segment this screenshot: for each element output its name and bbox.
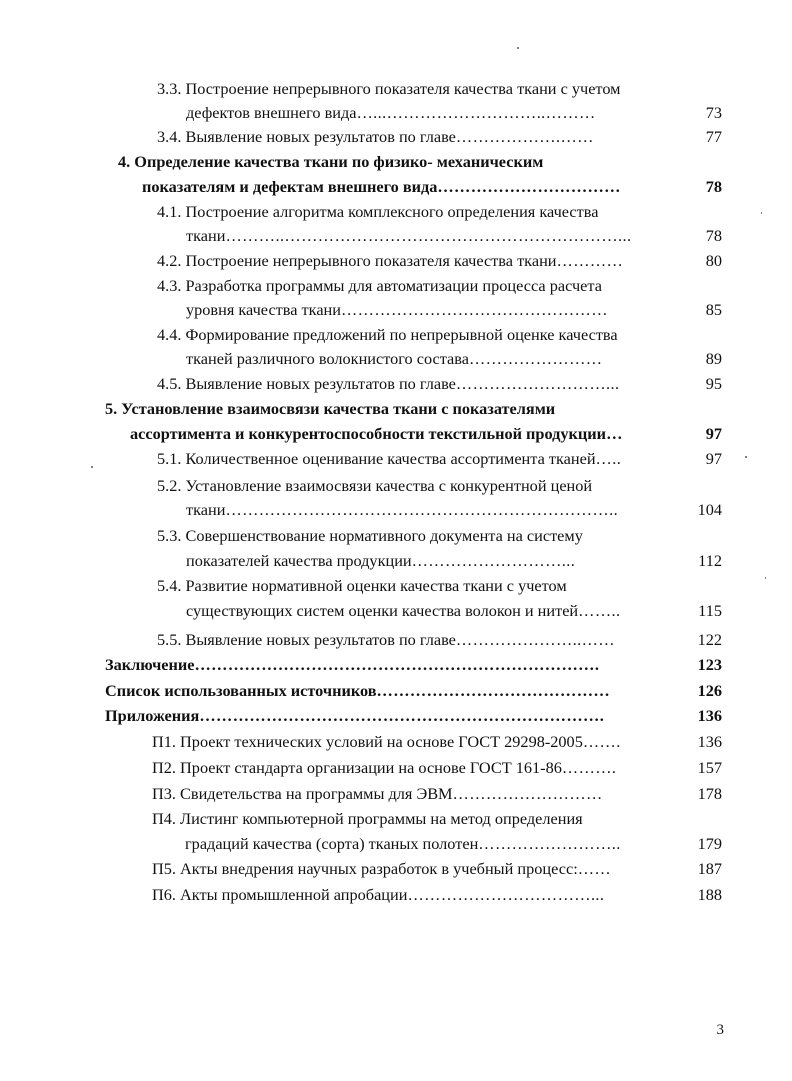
- toc-dot-leader: …...………………………..………: [356, 103, 596, 122]
- toc-entry-page: 136: [697, 706, 722, 725]
- toc-dot-leader: …….: [582, 732, 621, 751]
- toc-entry-line: [186, 348, 684, 370]
- toc-entry-title: Выявление новых результатов по главе: [185, 630, 456, 649]
- toc-entry-title: ассортимента и конкурентоспособности текстильной продукции: [130, 424, 607, 443]
- toc-dot-leader: …………: [556, 251, 624, 270]
- toc-entry-page: 104: [697, 500, 722, 519]
- toc-entry-line: [157, 201, 684, 223]
- scan-speck: [91, 466, 93, 468]
- toc-entry-title: Проект стандарта организации на основе ГОСТ 161-86: [180, 758, 562, 777]
- toc-entry-line: [152, 731, 684, 753]
- toc-entry-title: Количественное оценивание качества ассортимента тканей: [185, 449, 596, 468]
- toc-entry-title: Список использованных источников: [105, 681, 377, 700]
- toc-entry-page: 179: [697, 834, 722, 853]
- toc-entry-line: [157, 629, 684, 651]
- toc-dot-leader: ………..……………………………………………………...: [225, 226, 632, 245]
- toc-dot-leader: ……………………………: [437, 177, 621, 196]
- toc-entry-page: 188: [697, 885, 722, 904]
- toc-entry-page: 112: [698, 551, 722, 570]
- toc-entry-page: 178: [697, 784, 722, 803]
- toc-entry-page: 78: [705, 177, 722, 196]
- toc-entry-title: Построение непрерывного показателя качества ткани с учетом: [185, 79, 621, 98]
- toc-entry-title: Акты внедрения научных разработок в учебный процесс:: [180, 859, 578, 878]
- toc-entry-line: [152, 858, 684, 880]
- toc-entry-page: 97: [705, 424, 722, 443]
- toc-entry-line: [105, 705, 684, 727]
- toc-entry-title: Совершенствование нормативного документа на систему: [185, 526, 583, 545]
- toc-entry-line: [157, 373, 684, 395]
- page-number: 3: [716, 1022, 724, 1038]
- toc-entry-number: 4.3.: [157, 276, 186, 295]
- toc-entry-line: [157, 575, 684, 597]
- toc-entry-title: Формирование предложений по непрерывной оценке качества: [185, 325, 618, 344]
- toc-entry-title: Выявление новых результатов по главе: [185, 374, 456, 393]
- toc-entry-page: 136: [697, 732, 722, 751]
- toc-entry-page: 89: [705, 349, 722, 368]
- toc-entry-line: [142, 176, 684, 198]
- toc-entry-line: [186, 600, 684, 622]
- toc-entry-line: [157, 250, 684, 272]
- toc-entry-title: Построение алгоритма комплексного определения качества: [185, 202, 599, 221]
- toc-entry-page: 95: [705, 374, 722, 393]
- toc-entry-title: дефектов внешнего вида: [186, 103, 357, 122]
- toc-entry-title: уровня качества ткани: [186, 300, 341, 319]
- scan-speck: [745, 456, 747, 458]
- toc-entry-title: Проект технических условий на основе ГОСТ 29298-2005: [180, 732, 583, 751]
- toc-entry-line: [157, 448, 684, 470]
- toc-entry-number: П3.: [152, 784, 181, 803]
- toc-entry-number: 3.3.: [157, 79, 186, 98]
- toc-entry-page: 126: [697, 681, 722, 700]
- scan-speck: [517, 47, 519, 49]
- toc-entry-page: 97: [705, 449, 722, 468]
- toc-entry-number: 5.4.: [157, 576, 186, 595]
- toc-dot-leader: ……………………………………………………………..: [225, 500, 619, 519]
- toc-entry-number: 5.5.: [157, 630, 186, 649]
- toc-entry-title: ткани: [186, 226, 226, 245]
- toc-entry-page: 157: [697, 758, 722, 777]
- toc-entry-line: [157, 275, 684, 297]
- toc-entry-line: [118, 151, 684, 173]
- toc-dot-leader: ……………………………………………………………….: [194, 655, 600, 674]
- toc-entry-title: ткани: [186, 500, 226, 519]
- toc-entry-page: 122: [697, 630, 722, 649]
- toc-entry-title: Построение непрерывного показателя качества ткани: [185, 251, 557, 270]
- toc-entry-number: 4.2.: [157, 251, 186, 270]
- toc-entry-title: Акты промышленной апробации: [180, 885, 408, 904]
- toc-entry-title: Установление взаимосвязи качества с конкурентной ценой: [185, 476, 593, 495]
- toc-dot-leader: ………………………...: [411, 551, 576, 570]
- toc-dot-leader: ………………………: [452, 784, 603, 803]
- toc-dot-leader: …………………..……: [455, 630, 615, 649]
- toc-entry-page: 115: [698, 601, 722, 620]
- toc-entry-title: градаций качества (сорта) тканых полотен: [185, 834, 479, 853]
- toc-entry-page: 80: [705, 251, 722, 270]
- toc-entry-number: 3.4.: [157, 127, 186, 146]
- toc-entry-number: 5.2.: [157, 476, 186, 495]
- toc-entry-line: [186, 499, 684, 521]
- toc-entry-line: [186, 225, 684, 247]
- toc-entry-title: показателям и дефектам внешнего вида: [142, 177, 438, 196]
- toc-dot-leader: ……..: [578, 601, 621, 620]
- toc-entry-line: [157, 78, 684, 100]
- toc-entry-title: существующих систем оценки качества волокон и нитей: [186, 601, 579, 620]
- toc-entry-number: П2.: [152, 758, 181, 777]
- toc-entry-line: [186, 102, 684, 124]
- toc-entry-number: 4.: [118, 152, 135, 171]
- toc-entry-line: [152, 757, 684, 779]
- toc-dot-leader: ……………….……: [455, 127, 594, 146]
- toc-entry-line: [186, 299, 684, 321]
- toc-entry-title: Заключение: [105, 655, 195, 674]
- toc-entry-title: Выявление новых результатов по главе: [185, 127, 456, 146]
- toc-entry-number: 4.5.: [157, 374, 186, 393]
- toc-dot-leader: ……: [577, 859, 612, 878]
- toc-entry-line: [105, 398, 684, 420]
- toc-entry-line: [130, 423, 684, 445]
- toc-dot-leader: …: [606, 424, 623, 443]
- toc-entry-title: Свидетельства на программы для ЭВМ: [180, 784, 453, 803]
- toc-dot-leader: ……………………: [468, 349, 603, 368]
- toc-dot-leader: ……………………………………………………………….: [199, 706, 605, 725]
- toc-entry-title: Приложения: [105, 706, 200, 725]
- toc-entry-line: [157, 475, 684, 497]
- toc-entry-page: 123: [697, 655, 722, 674]
- toc-entry-page: 77: [705, 127, 722, 146]
- toc-entry-title: Листинг компьютерной программы на метод определения: [180, 809, 583, 828]
- toc-entry-number: 5.: [105, 399, 122, 418]
- toc-entry-line: [157, 525, 684, 547]
- toc-entry-line: [152, 808, 684, 830]
- toc-dot-leader: …..: [595, 449, 622, 468]
- toc-dot-leader: ……………………………...: [407, 885, 605, 904]
- scan-speck: [761, 212, 762, 214]
- toc-entry-page: 73: [705, 103, 722, 122]
- toc-dot-leader: …………………………………………: [340, 300, 608, 319]
- toc-entry-title: Разработка программы для автоматизации процесса расчета: [185, 276, 602, 295]
- toc-entry-number: П4.: [152, 809, 181, 828]
- scan-speck: [765, 577, 766, 579]
- toc-entry-title: Развитие нормативной оценки качества ткани с учетом: [185, 576, 567, 595]
- toc-entry-page: 78: [705, 226, 722, 245]
- toc-entry-number: 5.3.: [157, 526, 186, 545]
- toc-entry-title: показателей качества продукции: [186, 551, 412, 570]
- toc-entry-line: [157, 126, 684, 148]
- toc-entry-number: 4.4.: [157, 325, 186, 344]
- toc-entry-page: 187: [697, 859, 722, 878]
- toc-entry-number: 4.1.: [157, 202, 186, 221]
- toc-entry-line: [152, 783, 684, 805]
- toc-dot-leader: ……………………………………: [376, 681, 611, 700]
- toc-entry-number: П1.: [152, 732, 181, 751]
- toc-entry-line: [185, 833, 684, 855]
- toc-entry-title: Определение качества ткани по физико- механическим: [134, 152, 544, 171]
- toc-entry-line: [105, 654, 684, 676]
- toc-entry-line: [105, 680, 684, 702]
- toc-entry-number: 5.1.: [157, 449, 186, 468]
- toc-entry-number: П6.: [152, 885, 181, 904]
- toc-entry-title: тканей различного волокнистого состава: [186, 349, 469, 368]
- toc-entry-line: [186, 550, 684, 572]
- toc-dot-leader: ……………………..: [478, 834, 621, 853]
- toc-dot-leader: ………………………...: [455, 374, 620, 393]
- toc-entry-title: Установление взаимосвязи качества ткани с показателями: [121, 399, 556, 418]
- toc-entry-line: [157, 324, 684, 346]
- toc-entry-line: [152, 884, 684, 906]
- toc-entry-page: 85: [705, 300, 722, 319]
- toc-dot-leader: ……….: [561, 758, 617, 777]
- toc-entry-number: П5.: [152, 859, 181, 878]
